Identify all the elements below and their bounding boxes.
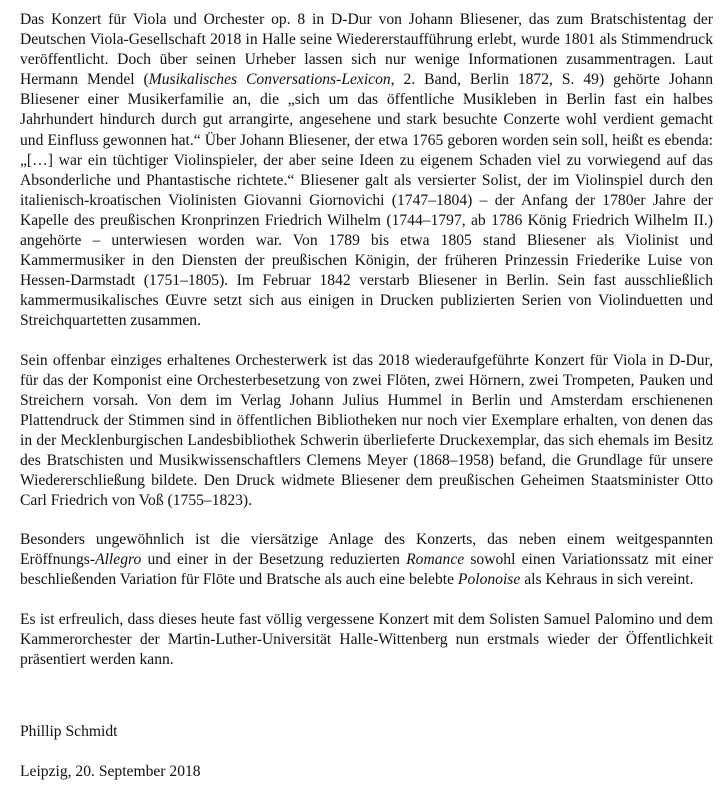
lexicon-title: Musikalisches Conversations-Lexicon <box>148 71 391 89</box>
paragraph-2 <box>20 351 713 512</box>
movement-allegro: Allegro <box>95 551 142 569</box>
paragraph-4 <box>20 610 713 670</box>
author-signature: Phillip Schmidt <box>20 722 118 740</box>
paragraph-3-text-c: sowohl einen Variationssatz mit einer beschließenden Variation für Flöte und Bratsche als auch eine belebte <box>20 551 714 589</box>
paragraph-3-text-d: als Kehraus in sich vereint. <box>520 571 694 589</box>
paragraph-3-text-a: Besonders ungewöhnlich ist die viersätzige Anlage des Konzerts, das neben einem weitgespannten Eröffnungs- <box>20 531 713 569</box>
paragraph-1-text-b: , 2. Band, Berlin 1872, S. 49) gehörte Johann Bliesener einer Musikerfamilie an, die „sich um das öffentliche Musikleben in Berlin fast ein halbes Jahrhundert hindurch durch gut arrangirte, angesehene und stark besuchte Conzerte wohl verdient gemacht und Einfluss gewonnen hat.“ Über Johann Bliesener, der etwa 1765 geboren worden sein soll, heißt es ebenda: „[…] war ein tüchtiger Violinspieler, der aber seine Ideen zu eigenem Schaden viel zu vorwiegend auf das Absonderliche und Phantastische richtete.“ Bliesener galt als versierter Solist, der im Violinspiel durch den italienisch-kroatischen Violinisten Giovanni Giornovichi (1747–1804) – der Anfang der 1780er Jahre der Kapelle des preußischen Kronprinzen Friedrich Wilhelm (1744–1797, ab 1786 König Friedrich Wilhelm II.) angehörte – unterwiesen worden war. Von 1789 bis etwa 1805 stand Bliesener als Violinist und Kammermusiker in den Diensten der preußischen Königin, der früheren Prinzessin Friederike Luise von Hessen-Darmstadt (1751–1805). Im Februar 1842 verstarb Bliesener in Berlin. Sein fast ausschließlich kammermusikalisches Œuvre setzt sich aus einigen in Drucken publizierten Serien von Violinduetten und Streichquartetten zusammen. <box>20 71 713 330</box>
paragraph-1 <box>20 10 713 332</box>
paragraph-1-text-a: Das Konzert für Viola und Orchester op. 8 in D-Dur von Johann Bliesener, das zum Bratschistentag der Deutschen Viola-Gesellschaft 2018 in Halle seine Wiedererstaufführung erlebt, wurde 1801 als Stimmendruck veröffentlicht. Doch über seinen Urheber lassen sich nur wenige Informationen zusammentragen. Laut Hermann Mendel ( <box>20 11 713 89</box>
paragraph-3-text-b: und einer in der Besetzung reduzierten <box>141 551 407 569</box>
paragraph-2-text: Sein offenbar einziges erhaltenes Orchesterwerk ist das 2018 wiederaufgeführte Konzert für Viola in D-Dur, für das der Komponist eine Orchesterbesetzung von zwei Flöten, zwei Hörnern, zwei Trompeten, Pauken und Streichern vorsah. Von dem im Verlag Johann Julius Hummel in Berlin und Amsterdam erschienenen Plattendruck der Stimmen sind in öffentlichen Bibliotheken nur noch vier Exemplare erhalten, von denen das in der Mecklenburgischen Landesbibliothek Schwerin überlieferte Druckexemplar, das sich ehemals im Besitz des Bratschisten und Musikwissenschaftlers Clemens Meyer (1868–1958) befand, die Grundlage für unsere Wiedererschließung bildete. Den Druck widmete Bliesener dem preußischen Geheimen Staatsminister Otto Carl Friedrich von Voß (1755–1823). <box>20 351 713 510</box>
movement-romance: Romance <box>406 551 465 569</box>
movement-polonoise: Polonoise <box>457 571 521 589</box>
paragraph-4-text: Es ist erfreulich, dass dieses heute fast völlig vergessene Konzert mit dem Solisten Samuel Palomino und dem Kammerorchester der Martin-Luther-Universität Halle-Wittenberg nun erstmals wieder der Öffentlichkeit präsentiert werden kann. <box>20 610 713 668</box>
paragraph-3 <box>20 530 713 590</box>
place-date: Leipzig, 20. September 2018 <box>20 762 201 780</box>
